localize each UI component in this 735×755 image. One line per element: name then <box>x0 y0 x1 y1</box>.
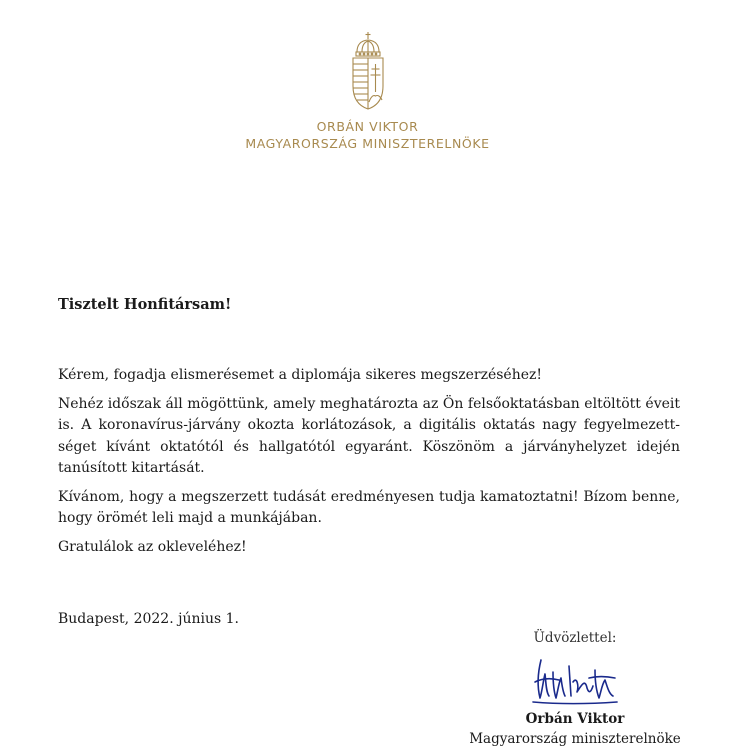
paragraph: Kívánom, hogy a megszerzett tudását eredményesen tudja kamatoztatni! Bízom benne, hogy örömét leli majd a munkájában. <box>58 488 680 526</box>
signer-title: Magyarország miniszterelnöke <box>469 731 681 747</box>
closing: Üdvözlettel: <box>533 630 617 646</box>
sender-title: MAGYARORSZÁG MINISZTERELNÖKE <box>245 136 490 151</box>
salutation: Tisztelt Honfitársam! <box>58 296 232 313</box>
letterhead <box>0 30 735 152</box>
handwritten-signature-icon <box>529 652 621 710</box>
place-date: Budapest, 2022. június 1. <box>58 611 239 627</box>
paragraph: Kérem, fogadja elismerésemet a diplomája sikeres megszerzéséhez! <box>58 367 543 383</box>
paragraph: Nehéz időszak áll mögöttünk, amely meghatározta az Ön felsőoktatásban eltöltött éveit is. A koronavírus-járvány okozta korlátozások, a digitális oktatás nagy fegyelmezettséget kívánt oktatótól és hallgatótól egyaránt. Köszönöm a járványhelyzet idején tanúsított kitartását. <box>58 395 680 476</box>
letter-body <box>58 365 680 565</box>
coat-of-arms-icon <box>349 30 387 112</box>
sender-name: ORBÁN VIKTOR <box>316 119 419 134</box>
paragraph: Gratulálok az okleveléhez! <box>58 538 247 555</box>
signer-name: Orbán Viktor <box>525 711 625 727</box>
signature-block <box>460 630 690 749</box>
